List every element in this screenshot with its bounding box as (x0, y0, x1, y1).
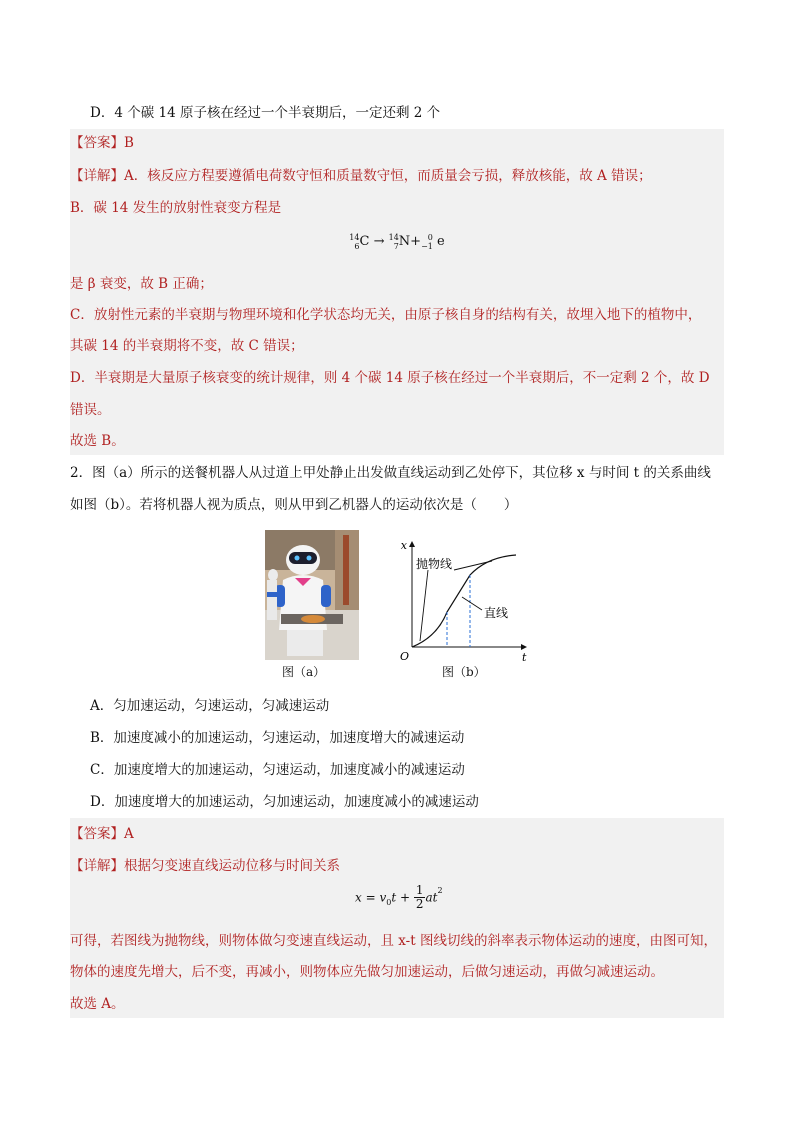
nuclide-charge-e: −1 (421, 241, 433, 251)
q2-option-b: B．加速度减小的加速运动，匀速运动，加速度增大的减速运动 (90, 730, 465, 746)
answer-tag: 【答案】 (70, 135, 124, 151)
detail-text: A．核反应方程要遵循电荷数守恒和质量数守恒，而质量会亏损，释放核能，故 A 错误； (124, 168, 652, 184)
q2-stem-line1: 2．图（a）所示的送餐机器人从过道上甲处静止出发做直线运动到乙处停下，其位移 x 与时间 t 的关系曲线 (70, 465, 711, 481)
q1-detail-b: B．碳 14 发生的放射性衰变方程是 (70, 200, 282, 216)
label-line: 直线 (484, 606, 509, 620)
nuclide-charge-n: 7 (393, 241, 399, 251)
label-parabola: 抛物线 (416, 557, 453, 571)
q1-detail-c1: C．放射性元素的半衰期与物理环境和化学状态均无关，由原子核自身的结构有关，故埋入地下的植物中， (70, 307, 702, 323)
q1-conclusion: 故选 B。 (70, 433, 125, 449)
q2-stem-line2: 如图（b）。若将机器人视为质点，则从甲到乙机器人的运动依次是（ ） (70, 497, 518, 513)
detail-text: 根据匀变速直线运动位移与时间关系 (124, 858, 340, 874)
q2-detail-intro (70, 856, 724, 876)
q1-detail-d2: 错误。 (70, 402, 111, 418)
nuclide-mass-e: 0 (427, 232, 433, 242)
answer-tag: 【答案】 (70, 826, 124, 842)
xt-graph (392, 537, 532, 663)
displacement-formula (355, 882, 443, 912)
arrow-icon: → (373, 234, 385, 249)
q2-answer (70, 824, 724, 844)
q1-detail-c2: 其碳 14 的半衰期将不变，故 C 错误； (70, 338, 304, 354)
answer-block-q2 (70, 818, 724, 1018)
robot-photo (265, 530, 359, 660)
detail-tag: 【详解】 (70, 858, 124, 874)
nuclide-mass-c: 14 (349, 232, 360, 242)
q1-answer (70, 133, 724, 153)
plus-sign: + (410, 234, 422, 249)
q1-detail-b2: 是 β 衰变，故 B 正确； (70, 276, 213, 292)
figure-b-caption: 图（b） (442, 665, 486, 679)
formula-lhs: x = v (355, 890, 387, 905)
pointer-line (462, 597, 482, 610)
q2-conclusion: 故选 A。 (70, 996, 125, 1012)
formula-mid: t + (391, 890, 414, 905)
decay-equation (70, 232, 724, 252)
q2-option-d: D．加速度增大的加速运动，匀加速运动，加速度减小的减速运动 (90, 794, 479, 810)
axis-label-t: t (522, 651, 527, 663)
axis-label-x: x (400, 539, 407, 552)
q2-explain-2: 物体的速度先增大，后不变，再减小，则物体应先做匀加速运动，后做匀速运动，再做匀减速运动。 (70, 964, 664, 980)
fraction-denominator: 2 (415, 897, 424, 911)
q2-explain-1: 可得，若图线为抛物线，则物体做匀变速直线运动，且 x-t 图线切线的斜率表示物体运动的速度，由图可知， (70, 933, 717, 949)
symbol-n: N (398, 234, 411, 249)
q1-detail-a (70, 166, 724, 186)
pointer-parabola-2 (454, 561, 492, 570)
answer-value: A (124, 826, 134, 842)
answer-value: B (124, 135, 134, 151)
nuclide-charge-c: 6 (354, 241, 360, 251)
formula-tail: at (425, 890, 438, 905)
symbol-e: e (437, 234, 445, 249)
symbol-c: C (359, 234, 370, 249)
detail-tag: 【详解】 (70, 168, 124, 184)
q2-option-c: C．加速度增大的加速运动，匀速运动，加速度减小的减速运动 (90, 762, 465, 778)
figure-a-caption: 图（a） (282, 665, 326, 679)
formula-v-sub: 0 (386, 898, 392, 907)
fraction-numerator: 1 (415, 883, 424, 897)
formula-sup: 2 (437, 886, 443, 895)
nuclide-mass-n: 14 (388, 232, 399, 242)
pointer-parabola-1 (420, 570, 428, 641)
q1-option-d: D．4 个碳 14 原子核在经过一个半衰期后，一定还剩 2 个 (90, 105, 441, 121)
origin-label: O (400, 650, 410, 663)
q1-detail-d1: D．半衰期是大量原子核衰变的统计规律，则 4 个碳 14 原子核在经过一个半衰期后，不一定剩 2 个，故 D (70, 370, 710, 386)
q2-option-a: A．匀加速运动，匀速运动，匀减速运动 (90, 698, 330, 714)
